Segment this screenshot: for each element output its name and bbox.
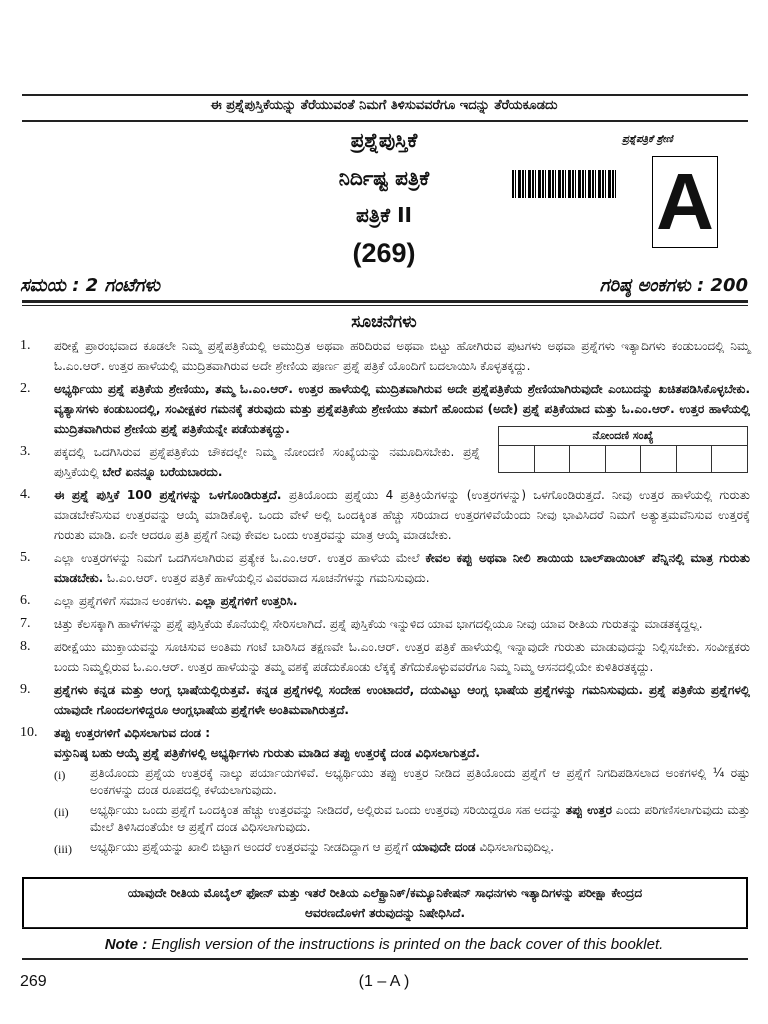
instruction-text: ಎಲ್ಲಾ ಉತ್ತರಗಳನ್ನು ನಿಮಗೆ ಒದಗಿಸಲಾಗಿರುವ ಪ್ರತ್ಯೇಕ ಓ.ಎಂ.ಆರ್. ಉತ್ತರ ಹಾಳೆಯ ಮೇಲೆ: [54, 551, 426, 565]
instruction-item: [20, 614, 750, 634]
instruction-text: ಪಕ್ಕದಲ್ಲಿ ಒದಗಿಸಿರುವ ಪ್ರಶ್ನೆಪತ್ರಿಕೆಯ ಚೌಕದಲ್ಲೇ ನಿಮ್ಮ ನೋಂದಣಿ ಸಂಖ್ಯೆಯನ್ನು ನಮೂದಿಸಬೇಕು. ಪ್ರಶ್ನೆ ಪುಸ್ತಿಕೆಯಲ್ಲಿ: [54, 445, 480, 479]
penalty-lead: ವಸ್ತುನಿಷ್ಠ ಬಹು ಆಯ್ಕೆ ಪ್ರಶ್ನೆ ಪತ್ರಿಕೆಗಳಲ್ಲಿ ಅಭ್ಯರ್ಥಿಗಳು ಗುರುತು ಮಾಡಿದ ತಪ್ಪು ಉತ್ತರಕ್ಕೆ ದಂಡ ವಿಧಿಸಲಾಗುತ್ತದೆ.: [54, 746, 480, 760]
instruction-item: [20, 336, 750, 376]
instruction-item: [20, 379, 750, 439]
series-box: [652, 156, 718, 248]
footer-paper-code: 269: [20, 973, 47, 990]
instruction-text: ಕೇವಲ ಕಪ್ಪು ಅಥವಾ ನೀಲಿ ಶಾಯಿಯ ಬಾಲ್‌ಪಾಯಿಂಟ್ ಪೆನ್ನಿನಲ್ಲಿ ಮಾತ್ರ ಗುರುತು ಮಾಡಬೇಕು.: [54, 551, 750, 585]
instruction-number: 2.: [20, 381, 31, 396]
note-rule-bottom: [22, 958, 748, 960]
barcode: [512, 170, 616, 198]
instruction-number: 9.: [20, 682, 31, 697]
penalty-title: ತಪ್ಪು ಉತ್ತರಗಳಿಗೆ ವಿಧಿಸಲಾಗುವ ದಂಡ :: [54, 726, 211, 740]
paper-type: ನಿರ್ದಿಷ್ಟ ಪತ್ರಿಕೆ: [338, 166, 430, 190]
mobile-phone-notice: [22, 877, 748, 929]
instruction-text: ಎಲ್ಲಾ ಪ್ರಶ್ನೆಗಳಿಗೆ ಸಮಾನ ಅಂಕಗಳು.: [54, 594, 196, 608]
double-rule-bottom: [22, 305, 748, 306]
note-rule-top: [22, 927, 748, 928]
penalty-subitem: [54, 839, 750, 859]
double-rule-top: [22, 300, 748, 303]
english-version-note: [0, 936, 768, 953]
instruction-number: 4.: [20, 487, 31, 502]
instruction-item: [20, 680, 750, 720]
instruction-text: ಓ.ಎಂ.ಆರ್. ಉತ್ತರ ಪತ್ರಿಕೆ ಹಾಳೆಯಲ್ಲಿನ ವಿವರವಾದ ಸೂಚನೆಗಳನ್ನು ಗಮನಿಸುವುದು.: [103, 571, 430, 585]
page-number: (1 – A ): [358, 973, 410, 990]
instruction-text: ಚಿತ್ತು ಕೆಲಸಕ್ಕಾಗಿ ಹಾಳೆಗಳನ್ನು ಪ್ರಶ್ನೆ ಪುಸ್ತಿಕೆಯ ಕೊನೆಯಲ್ಲಿ ಸೇರಿಸಲಾಗಿದೆ. ಪ್ರಶ್ನೆ ಪುಸ್ತಿಕೆಯ ಇನ್ನುಳಿದ ಯಾವ ಭಾಗದಲ್ಲಿಯೂ ನೀವು ಯಾವ ರೀತಿಯ ಗುರುತನ್ನು ಮಾಡತಕ್ಕದ್ದಲ್ಲ.: [54, 617, 703, 631]
note-text: English version of the instructions is printed on the back cover of this booklet.: [147, 936, 664, 953]
header-rule: [22, 120, 748, 122]
instruction-number: 5.: [20, 550, 31, 565]
series-letter: A: [656, 157, 714, 246]
instructions-list: [20, 336, 750, 865]
penalty-subitem: [54, 765, 750, 799]
notice-line-2: ಆವರಣದೊಳಗೆ ತರುವುದನ್ನು ನಿಷೇಧಿಸಿದೆ.: [304, 906, 466, 920]
note-label: Note :: [104, 936, 148, 953]
instruction-item: [20, 442, 750, 482]
instruction-number: 1.: [20, 338, 31, 353]
instruction-text: ಅಭ್ಯರ್ಥಿಯು ಪ್ರಶ್ನೆಯನ್ನು ಖಾಲಿ ಬಿಟ್ಟಾಗ ಅಂದರೆ ಉತ್ತರವನ್ನು ನೀಡದಿದ್ದಾಗ ಆ ಪ್ರಶ್ನೆಗೆ: [90, 840, 413, 854]
instruction-text: ಯಾವುದೇ ದಂಡ: [412, 840, 476, 854]
instruction-text: ಬೇರೆ ಏನನ್ನೂ ಬರೆಯಬಾರದು.: [102, 465, 223, 479]
instruction-number: 8.: [20, 639, 31, 654]
instruction-text: ಎಂದು ಪರಿಗಣಿಸಲಾಗುವುದು ಮತ್ತು ಮೇಲೆ ತಿಳಿಸಿದಂತೆಯೇ ಆ ಪ್ರಶ್ನೆಗೆ ದಂಡ ವಿಧಿಸಲಾಗುವುದು.: [90, 803, 750, 834]
booklet-title: ಪ್ರಶ್ನೆಪುಸ್ತಿಕೆ: [350, 128, 418, 152]
penalty-subitem-number: (iii): [54, 842, 72, 856]
registration-number-label: ನೋಂದಣಿ ಸಂಖ್ಯೆ: [499, 427, 747, 446]
paper-code: (269): [352, 238, 416, 268]
paper-number: ಪತ್ರಿಕೆ II: [356, 203, 412, 227]
instruction-text: ಪರೀಕ್ಷೆಯು ಮುಕ್ತಾಯವನ್ನು ಸೂಚಿಸುವ ಅಂತಿಮ ಗಂಟೆ ಬಾರಿಸಿದ ತಕ್ಷಣವೇ ಓ.ಎಂ.ಆರ್. ಉತ್ತರ ಪತ್ರಿಕೆ ಹಾಳೆಯಲ್ಲಿ ಇನ್ನಾವುದೇ ಗುರುತು ಮಾಡುವುದನ್ನು ನಿಲ್ಲಿಸಬೇಕು. ಸಂವೀಕ್ಷಕರು ಬಂದು ನಿಮ್ಮಲ್ಲಿರುವ ಓ.ಎಂ.ಆರ್. ಉತ್ತರ ಹಾಳೆಯನ್ನು ತಮ್ಮ ವಶಕ್ಕೆ ಪಡೆದುಕೊಂಡು ಲೆಕ್ಕಕ್ಕೆ ತೆಗೆದುಕೊಳ್ಳುವವರೆಗೂ ನಿಮ್ಮ ನಿಮ್ಮ ಆಸನದಲ್ಲಿಯೇ ಕುಳಿತಿರತಕ್ಕದ್ದು.: [54, 640, 750, 674]
instruction-item: [20, 485, 750, 545]
instructions-title: ಸೂಚನೆಗಳು: [351, 312, 417, 332]
instruction-text: ಎಲ್ಲಾ ಪ್ರಶ್ನೆಗಳಿಗೆ ಉತ್ತರಿಸಿ.: [195, 594, 298, 608]
instruction-text: ಪ್ರಶ್ನೆಗಳು ಕನ್ನಡ ಮತ್ತು ಆಂಗ್ಲ ಭಾಷೆಯಲ್ಲಿರುತ್ತವೆ. ಕನ್ನಡ ಪ್ರಶ್ನೆಗಳಲ್ಲಿ ಸಂದೇಹ ಉಂಟಾದರೆ, ದಯವಿಟ್ಟು ಆಂಗ್ಲ ಭಾಷೆಯ ಪ್ರಶ್ನೆಗಳನ್ನು ಗಮನಿಸುವುದು. ಪ್ರಶ್ನೆ ಪತ್ರಿಕೆಯ ಪ್ರಶ್ನೆಗಳಲ್ಲಿ ಯಾವುದೇ ಗೊಂದಲಗಳಿದ್ದರೂ ಆಂಗ್ಲಭಾಷೆಯ ಪ್ರಶ್ನೆಗಳೇ ಅಂತಿಮವಾಗಿರುತ್ತದೆ.: [54, 683, 750, 717]
series-label: ಪ್ರಶ್ನೆಪತ್ರಿಕೆ ಶ್ರೇಣಿ: [622, 134, 673, 145]
penalty-subitem: [54, 802, 750, 836]
instruction-text: ತಪ್ಪು ಉತ್ತರ: [565, 803, 612, 817]
time-allowed: ಸಮಯ : 2 ಗಂಟೆಗಳು: [20, 275, 160, 296]
do-not-open-warning: ಈ ಪ್ರಶ್ನೆಪುಸ್ತಿಕೆಯನ್ನು ತೆರೆಯುವಂತೆ ನಿಮಗೆ ತಿಳಿಸುವವರೆಗೂ ಇದನ್ನು ತೆರೆಯಕೂಡದು: [210, 98, 558, 113]
instruction-text: ಪರೀಕ್ಷೆ ಪ್ರಾರಂಭವಾದ ಕೂಡಲೇ ನಿಮ್ಮ ಪ್ರಶ್ನೆಪತ್ರಿಕೆಯಲ್ಲಿ ಅಮುದ್ರಿತ ಅಥವಾ ಹರಿದಿರುವ ಅಥವಾ ಬಿಟ್ಟು ಹೋಗಿರುವ ಪುಟಗಳು ಅಥವಾ ಪ್ರಶ್ನೆಗಳು ಇತ್ಯಾದಿಗಳು ಕಂಡುಬಂದಲ್ಲಿ ನಿಮ್ಮ ಓ.ಎಂ.ಆರ್. ಉತ್ತರ ಹಾಳೆಯಲ್ಲಿ ಮುದ್ರಿತವಾಗಿರುವ ಅದೇ ಶ್ರೇಣಿಯ ಪೂರ್ಣ ಪ್ರಶ್ನೆ ಪತ್ರಿಕೆ ಯೊಂದಿಗೆ ಬದಲಾಯಿಸಿ ಕೊಳ್ಳತಕ್ಕದ್ದು.: [54, 339, 750, 373]
instruction-number: 3.: [20, 444, 31, 459]
top-rule: [22, 94, 748, 96]
instruction-item: [20, 548, 750, 588]
max-marks: ಗರಿಷ್ಠ ಅಂಕಗಳು : 200: [599, 275, 748, 296]
penalty-subitem-number: (ii): [54, 805, 69, 819]
instruction-item: [20, 591, 750, 611]
instruction-text: ಈ ಪ್ರಶ್ನೆ ಪುಸ್ತಿಕೆ 100 ಪ್ರಶ್ನೆಗಳನ್ನು ಒಳಗೊಂಡಿರುತ್ತದೆ.: [54, 488, 289, 502]
instruction-text: ವಿಧಿಸಲಾಗುವುದಿಲ್ಲ.: [475, 840, 555, 854]
notice-line-1: ಯಾವುದೇ ರೀತಿಯ ಮೊಬೈಲ್ ಫೋನ್ ಮತ್ತು ಇತರೆ ರೀತಿಯ ಎಲೆಕ್ಟ್ರಾನಿಕ್/ಕಮ್ಯೂನಿಕೇಷನ್ ಸಾಧನಗಳು ಇತ್ಯಾದಿಗಳನ್ನು ಪರೀಕ್ಷಾ ಕೇಂದ್ರದ: [127, 886, 643, 900]
instruction-number: 10.: [20, 725, 38, 740]
penalty-subitem-number: (i): [54, 768, 66, 782]
instruction-number: 6.: [20, 593, 31, 608]
instruction-text: ಅಭ್ಯರ್ಥಿಯು ಪ್ರಶ್ನೆ ಪತ್ರಿಕೆಯ ಶ್ರೇಣಿಯು, ತಮ್ಮ ಓ.ಎಂ.ಆರ್. ಉತ್ತರ ಹಾಳೆಯಲ್ಲಿ ಮುದ್ರಿತವಾಗಿರುವ ಅದೇ ಪ್ರಶ್ನೆಪತ್ರಿಕೆಯ ಶ್ರೇಣಿಯಾಗಿರುವುದೇ ಎಂಬುದನ್ನು ಖಚಿತಪಡಿಸಿಕೊಳ್ಳಬೇಕು. ವ್ಯತ್ಯಾಸಗಳು ಕಂಡುಬಂದಲ್ಲಿ, ಸಂವೀಕ್ಷಕರ ಗಮನಕ್ಕೆ ತರುವುದು ಮತ್ತು ಪ್ರಶ್ನೆಪತ್ರಿಕೆಯ ಶ್ರೇಣಿಯು ತಮಗೆ ಹೊಂದುವ (ಅದೇ) ಪ್ರಶ್ನೆ ಪತ್ರಿಕೆಯಾದ ಮತ್ತು ಓ.ಎಂ.ಆರ್. ಉತ್ತರ ಹಾಳೆಯಲ್ಲಿ ಮುದ್ರಿತವಾಗಿರುವ ಶ್ರೇಣಿಯ ಪ್ರಶ್ನೆ ಪತ್ರಿಕೆಯನ್ನೇ ಪಡೆಯತಕ್ಕದ್ದು.: [54, 382, 750, 436]
instruction-text: ಅಭ್ಯರ್ಥಿಯು ಒಂದು ಪ್ರಶ್ನೆಗೆ ಒಂದಕ್ಕಿಂತ ಹೆಚ್ಚು ಉತ್ತರವನ್ನು ನೀಡಿದರೆ, ಅಲ್ಲಿರುವ ಒಂದು ಉತ್ತರವು ಸರಿಯಿದ್ದರೂ ಸಹ ಅದನ್ನು: [90, 803, 566, 817]
instruction-number: 7.: [20, 616, 31, 631]
instruction-item: [20, 637, 750, 677]
instruction-text: ಪ್ರತಿಯೊಂದು ಪ್ರಶ್ನೆಯು 4 ಪ್ರತಿಕ್ರಿಯೆಗಳನ್ನು (ಉತ್ತರಗಳನ್ನು) ಒಳಗೊಂಡಿರುತ್ತದೆ. ನೀವು ಉತ್ತರ ಹಾಳೆಯಲ್ಲಿ ಗುರುತು ಮಾಡಬೇಕೆನಿಸುವ ಉತ್ತರವನ್ನು ಆಯ್ಕೆ ಮಾಡಿಕೊಳ್ಳಿ. ಒಂದು ವೇಳೆ ಅಲ್ಲಿ ಒಂದಕ್ಕಿಂತ ಹೆಚ್ಚು ಸರಿಯಾದ ಉತ್ತರಗಳಿವೆಯೆಂದು ನೀವು ಭಾವಿಸಿದರೆ ನಿಮಗೆ ಅತ್ಯುತ್ತಮವೆನಿಸುವ ಉತ್ತರಕ್ಕೆ ಗುರುತು ಮಾಡಿ. ಏನೇ ಆದರೂ ಪ್ರತಿ ಪ್ರಶ್ನೆಗೆ ನೀವು ಕೇವಲ ಒಂದು ಉತ್ತರವನ್ನು ಮಾತ್ರ ಆಯ್ಕೆ ಮಾಡಬೇಕು.: [54, 488, 750, 542]
instruction-item-penalty: [20, 723, 750, 862]
instruction-text: ಪ್ರತಿಯೊಂದು ಪ್ರಶ್ನೆಯ ಉತ್ತರಕ್ಕೆ ನಾಲ್ಕು ಪರ್ಯಾಯಗಳಿವೆ. ಅಭ್ಯರ್ಥಿಯು ತಪ್ಪು ಉತ್ತರ ನೀಡಿದ ಪ್ರತಿಯೊಂದು ಪ್ರಶ್ನೆಗೆ ಆ ಪ್ರಶ್ನೆಗೆ ನಿಗದಿಪಡಿಸಲಾದ ಅಂಕಗಳಲ್ಲಿ ¼ ರಷ್ಟು ಅಂಕಗಳನ್ನು ದಂಡ ರೂಪದಲ್ಲಿ ಕಳೆಯಲಾಗುವುದು.: [90, 766, 750, 797]
